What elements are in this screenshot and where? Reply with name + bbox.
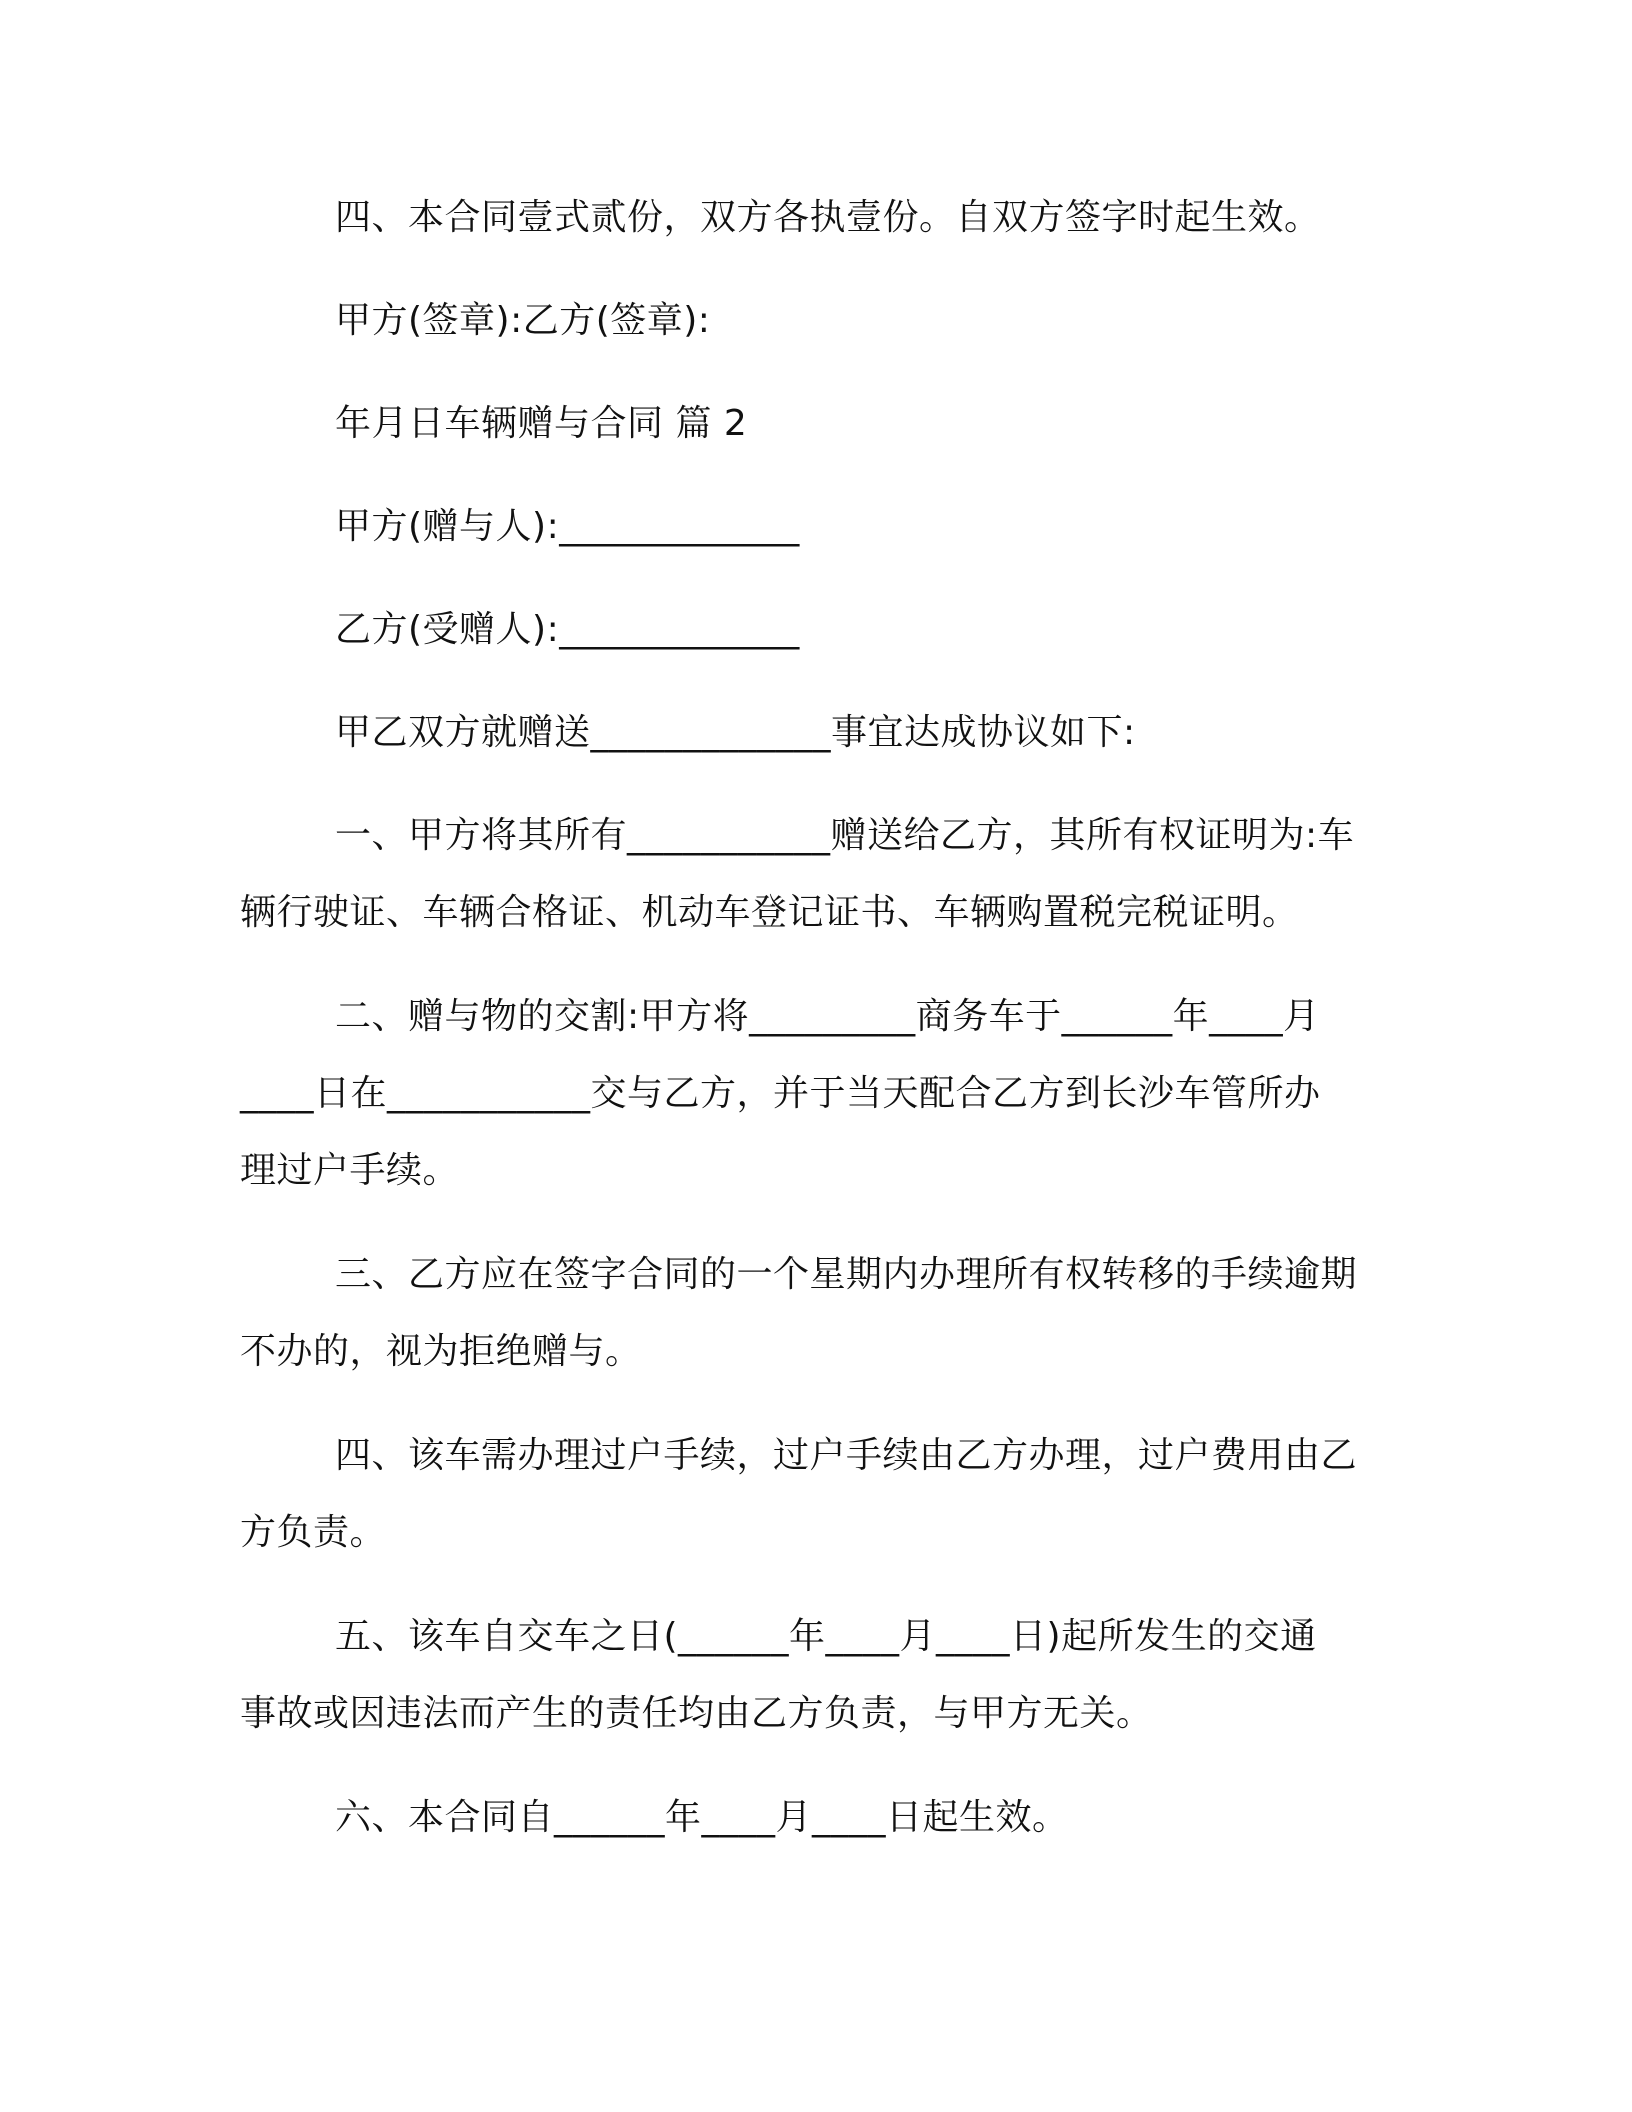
party-b-donee: 乙方(受赠人):_____________ (335, 609, 800, 650)
clause-1-line-1: 一、甲方将其所有___________赠送给乙方，其所有权证明为:车 (335, 815, 1355, 856)
clause-4-line-1: 四、该车需办理过户手续，过户手续由乙方办理，过户费用由乙 (335, 1435, 1358, 1476)
clause-4-copies: 四、本合同壹式贰份，双方各执壹份。自双方签字时起生效。 (335, 197, 1321, 238)
clause-2-line-1: 二、赠与物的交割:甲方将_________商务车于______年____月 (335, 996, 1320, 1037)
party-a-donor: 甲方(赠与人):_____________ (335, 506, 800, 547)
signature-line: 甲方(签章):乙方(签章): (335, 300, 711, 341)
clause-5-line-1: 五、该车自交车之日(______年____月____日)起所发生的交通 (335, 1616, 1317, 1657)
clause-1-line-2: 辆行驶证、车辆合格证、机动车登记证书、车辆购置税完税证明。 (240, 892, 1299, 933)
contract-heading: 年月日车辆赠与合同 篇 2 (335, 403, 748, 444)
clause-5-line-2: 事故或因违法而产生的责任均由乙方负责，与甲方无关。 (240, 1693, 1153, 1734)
clause-2-line-3: 理过户手续。 (240, 1150, 460, 1191)
clause-6: 六、本合同自______年____月____日起生效。 (335, 1797, 1069, 1838)
clause-2-line-2: ____日在___________交与乙方，并于当天配合乙方到长沙车管所办 (240, 1073, 1321, 1114)
clause-3-line-2: 不办的，视为拒绝赠与。 (240, 1331, 642, 1372)
agreement-intro: 甲乙双方就赠送_____________事宜达成协议如下: (335, 712, 1136, 753)
clause-3-line-1: 三、乙方应在签字合同的一个星期内办理所有权转移的手续逾期 (335, 1254, 1358, 1295)
clause-4-line-2: 方负责。 (240, 1512, 387, 1553)
